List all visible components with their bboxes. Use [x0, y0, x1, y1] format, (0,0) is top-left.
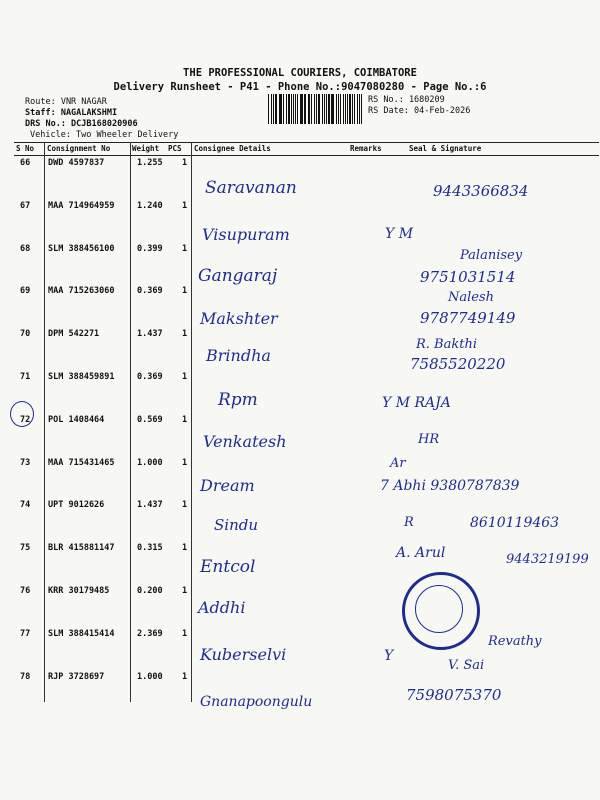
company-seal-stamp: [402, 572, 480, 650]
row-sno: 67: [20, 200, 31, 211]
barcode-bar: [332, 94, 334, 124]
barcode-bar: [311, 94, 312, 124]
barcode-bar: [349, 94, 351, 124]
row-pcs: 1: [182, 628, 188, 639]
row-weight: 0.200: [137, 586, 163, 596]
signature-handwriting: 7585520220: [410, 355, 506, 373]
signature-handwriting: 9443366834: [433, 182, 529, 200]
barcode-bar: [291, 94, 292, 124]
row-consignment-no: KRR 30179485: [48, 586, 110, 596]
row-sno: 77: [20, 628, 31, 639]
row-weight: 0.569: [137, 414, 163, 425]
barcode: [268, 94, 364, 124]
row-weight: 1.437: [137, 329, 163, 340]
row-pcs: 1: [182, 543, 188, 554]
rs-number: RS No.: 1680209: [368, 95, 445, 105]
consignee-handwriting: Addhi: [198, 598, 246, 617]
row-consignment-no: SLM 388459891: [48, 372, 115, 382]
row-weight: 1.437: [137, 500, 163, 511]
row-weight: 0.315: [137, 543, 163, 554]
company-title: THE PROFESSIONAL COURIERS, COIMBATORE: [183, 67, 417, 79]
row-pcs: 1: [182, 200, 188, 211]
consignee-handwriting: Gangaraj: [198, 266, 278, 286]
consignee-handwriting: Sindu: [214, 516, 258, 534]
barcode-bar: [359, 94, 360, 124]
row-consignment-no: MAA 714964959: [48, 200, 115, 211]
runsheet-subtitle: Delivery Runsheet - P41 - Phone No.:9047080280 - Page No.:6: [113, 81, 487, 93]
signature-handwriting: Revathy: [488, 634, 542, 649]
row-weight: 1.000: [137, 671, 163, 682]
col-remarks: Remarks: [350, 144, 382, 153]
barcode-bar: [297, 94, 298, 124]
barcode-bar: [331, 94, 332, 124]
row-sno: 72: [20, 414, 31, 425]
col-pcs: PCS: [168, 144, 182, 153]
consignee-handwriting: Gnanapoongulu: [200, 694, 313, 710]
barcode-bar: [271, 94, 272, 124]
row-consignment-no: UPT 9012626: [48, 500, 105, 511]
row-weight: 0.369: [137, 372, 163, 382]
barcode-bar: [304, 94, 306, 124]
consignee-handwriting: Brindha: [206, 346, 271, 365]
signature-handwriting: 7 Abhi 9380787839: [380, 478, 520, 494]
barcode-bar: [295, 94, 296, 124]
col-sno: S No: [16, 144, 35, 153]
consignee-handwriting: Venkatesh: [203, 432, 287, 451]
row-sno: 69: [20, 286, 31, 297]
barcode-bar: [322, 94, 323, 124]
row-consignment-no: MAA 715263060: [48, 286, 115, 297]
row-pcs: 1: [182, 671, 188, 682]
staff-label: Staff: NAGALAKSHMI: [25, 108, 118, 118]
row-sno: 76: [20, 586, 31, 596]
row-consignment-no: BLR 415881147: [48, 543, 115, 554]
barcode-bar: [286, 94, 287, 124]
row-sno: 71: [20, 372, 31, 382]
drs-number: DRS No.: DCJB168020906: [25, 119, 138, 129]
row-sno: 68: [20, 243, 31, 254]
row-weight: 0.369: [137, 286, 163, 297]
hand-circle-mark: [10, 401, 34, 427]
row-consignment-no: SLM 388456100: [48, 243, 115, 254]
rs-date: RS Date: 04-Feb-2026: [368, 106, 471, 116]
row-sno: 74: [20, 500, 31, 511]
consignee-handwriting: Kuberselvi: [200, 645, 287, 664]
row-weight: 1.240: [137, 200, 163, 211]
barcode-bar: [316, 94, 317, 124]
row-weight: 0.399: [137, 243, 163, 254]
row-consignment-no: RJP 3728697: [48, 671, 105, 682]
row-sno: 78: [20, 671, 31, 682]
barcode-bar: [328, 94, 329, 124]
barcode-bar: [283, 94, 284, 124]
barcode-bar: [318, 94, 320, 124]
signature-handwriting: A. Arul: [396, 545, 446, 561]
signature-handwriting: 9443219199: [506, 552, 589, 567]
barcode-bar: [309, 94, 310, 124]
row-weight: 1.255: [137, 158, 163, 168]
signature-handwriting: Palanisey: [460, 248, 523, 263]
barcode-bar: [338, 94, 339, 124]
row-weight: 1.000: [137, 457, 163, 468]
col-consignment: Consignment No: [47, 144, 111, 153]
barcode-bar: [279, 94, 280, 124]
signature-handwriting: Nalesh: [448, 290, 495, 305]
barcode-bar: [314, 94, 315, 124]
consignee-handwriting: Entcol: [200, 557, 256, 577]
barcode-bar: [347, 94, 348, 124]
row-consignment-no: MAA 715431465: [48, 457, 115, 468]
barcode-bar: [275, 94, 277, 124]
barcode-bar: [268, 94, 269, 124]
consignee-handwriting: Rpm: [218, 390, 258, 410]
signature-handwriting: 7598075370: [406, 686, 502, 704]
signature-handwriting: R: [404, 515, 414, 530]
row-consignment-no: SLM 388415414: [48, 628, 115, 639]
barcode-bar: [336, 94, 337, 124]
consignee-handwriting: Saravanan: [205, 178, 297, 198]
signature-handwriting: Y: [384, 648, 394, 664]
row-pcs: 1: [182, 586, 188, 596]
barcode-bar: [345, 94, 346, 124]
barcode-bar: [288, 94, 290, 124]
barcode-bar: [273, 94, 274, 124]
col-weight: Weight: [132, 144, 160, 153]
row-pcs: 1: [182, 243, 188, 254]
row-pcs: 1: [182, 414, 188, 425]
row-pcs: 1: [182, 286, 188, 297]
signature-handwriting: 9751031514: [420, 268, 516, 286]
row-sno: 73: [20, 457, 31, 468]
signature-handwriting: Y M RAJA: [382, 395, 451, 411]
consignee-handwriting: Dream: [200, 476, 255, 495]
column-divider: [191, 142, 192, 702]
signature-handwriting: Ar: [390, 456, 406, 471]
row-pcs: 1: [182, 329, 188, 340]
barcode-bar: [340, 94, 341, 124]
consignee-handwriting: Makshter: [200, 309, 278, 328]
row-sno: 75: [20, 543, 31, 554]
col-consignee: Consignee Details: [194, 144, 271, 153]
signature-handwriting: V. Sai: [448, 658, 485, 673]
row-pcs: 1: [182, 457, 188, 468]
signature-handwriting: 9787749149: [420, 309, 516, 327]
row-consignment-no: DPM 542271: [48, 329, 100, 340]
row-weight: 2.369: [137, 628, 163, 639]
barcode-bar: [326, 94, 327, 124]
barcode-bar: [343, 94, 344, 124]
col-seal: Seal & Signature: [409, 144, 482, 153]
column-divider: [44, 142, 45, 702]
barcode-bar: [308, 94, 309, 124]
consignee-handwriting: Visupuram: [202, 225, 290, 244]
barcode-bar: [301, 94, 302, 124]
row-consignment-no: POL 1408464: [48, 414, 105, 425]
barcode-bar: [300, 94, 301, 124]
row-pcs: 1: [182, 500, 188, 511]
barcode-bar: [361, 94, 362, 124]
table-header: [14, 142, 599, 156]
column-divider: [130, 142, 131, 702]
barcode-bar: [324, 94, 325, 124]
barcode-bar: [352, 94, 353, 124]
row-sno: 66: [20, 158, 31, 168]
signature-handwriting: Y M: [385, 226, 414, 242]
signature-handwriting: 8610119463: [470, 515, 560, 531]
vehicle-label: Vehicle: Two Wheeler Delivery: [30, 130, 179, 140]
row-consignment-no: DWD 4597837: [48, 158, 105, 168]
seal-inner-ring: [415, 585, 463, 633]
barcode-bar: [293, 94, 294, 124]
barcode-bar: [280, 94, 281, 124]
row-pcs: 1: [182, 372, 188, 382]
signature-handwriting: R. Bakthi: [416, 337, 477, 352]
barcode-bar: [357, 94, 358, 124]
barcode-bar: [354, 94, 355, 124]
signature-handwriting: HR: [418, 432, 440, 447]
row-sno: 70: [20, 329, 31, 340]
row-pcs: 1: [182, 158, 188, 168]
route-label: Route: VNR NAGAR: [25, 97, 107, 107]
